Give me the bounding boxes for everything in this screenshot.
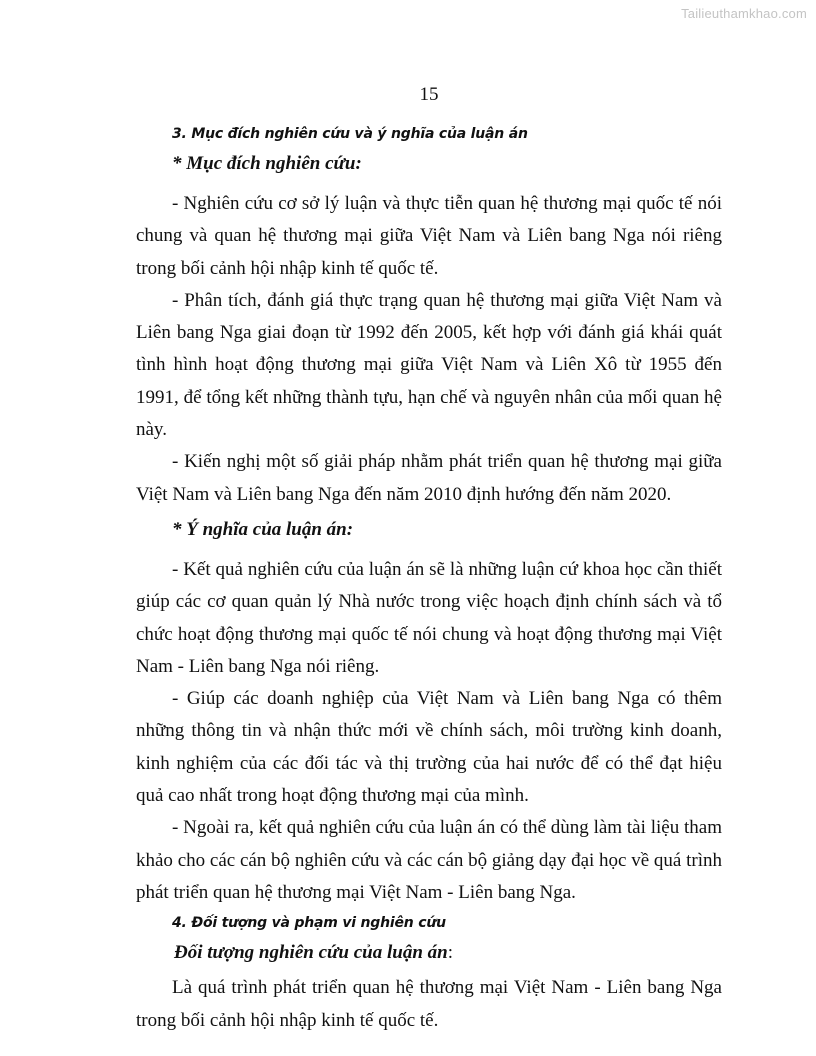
watermark: Tailieuthamkhao.com [681, 6, 807, 21]
object-label-colon: : [447, 942, 453, 964]
purpose-item-2: - Phân tích, đánh giá thực trạng quan hệ thương mại giữa Việt Nam và Liên bang Nga giai đoạn từ 1992 đến 2005, kết hợp với đánh giá khái quát tình hình hoạt động thương mại giữa Việt Nam và Liên Xô từ 1955 đến 1991, để tổng kết những thành tựu, hạn chế và nguyên nhân của mối quan hệ này. [136, 289, 722, 441]
meaning-subheading: * Ý nghĩa của luận án: [172, 518, 354, 540]
section-3-heading: 3. Mục đích nghiên cứu và ý nghĩa của luận án [172, 126, 528, 142]
purpose-subheading: * Mục đích nghiên cứu: [172, 153, 362, 174]
page-number: 15 [419, 84, 439, 105]
object-label: Đối tượng nghiên cứu của luận án [174, 942, 448, 964]
purpose-item-1: - Nghiên cứu cơ sở lý luận và thực tiễn quan hệ thương mại quốc tế nói chung và quan hệ thương mại giữa Việt Nam và Liên bang Nga nói riêng trong bối cảnh hội nhập kinh tế quốc tế. [136, 193, 722, 279]
document-body [136, 126, 722, 1037]
meaning-item-2: - Giúp các doanh nghiệp của Việt Nam và Liên bang Nga có thêm những thông tin và nhận thức mới về chính sách, môi trường kinh doanh, kinh nghiệm của các đối tác và thị trường của hai nước để có thể đạt hiệu quả cao nhất trong hoạt động thương mại của mình. [136, 688, 722, 807]
purpose-item-3: - Kiến nghị một số giải pháp nhằm phát triển quan hệ thương mại giữa Việt Nam và Liên bang Nga đến năm 2010 định hướng đến năm 2020. [136, 451, 722, 505]
object-text: Là quá trình phát triển quan hệ thương mại Việt Nam - Liên bang Nga trong bối cảnh hội nhập kinh tế quốc tế. [136, 977, 722, 1031]
meaning-item-3: - Ngoài ra, kết quả nghiên cứu của luận án có thể dùng làm tài liệu tham khảo cho các cán bộ nghiên cứu và các cán bộ giảng dạy đại học về quá trình phát triển quan hệ thương mại Việt Nam - Liên bang Nga. [136, 817, 722, 903]
section-4-heading: 4. Đối tượng và phạm vi nghiên cứu [172, 915, 446, 932]
meaning-item-1: - Kết quả nghiên cứu của luận án sẽ là những luận cứ khoa học cần thiết giúp các cơ quan quản lý Nhà nước trong việc hoạch định chính sách và tổ chức hoạt động thương mại quốc tế nói chung và hoạt động thương mại Việt Nam - Liên bang Nga nói riêng. [136, 558, 722, 677]
object-label-line [174, 940, 722, 966]
